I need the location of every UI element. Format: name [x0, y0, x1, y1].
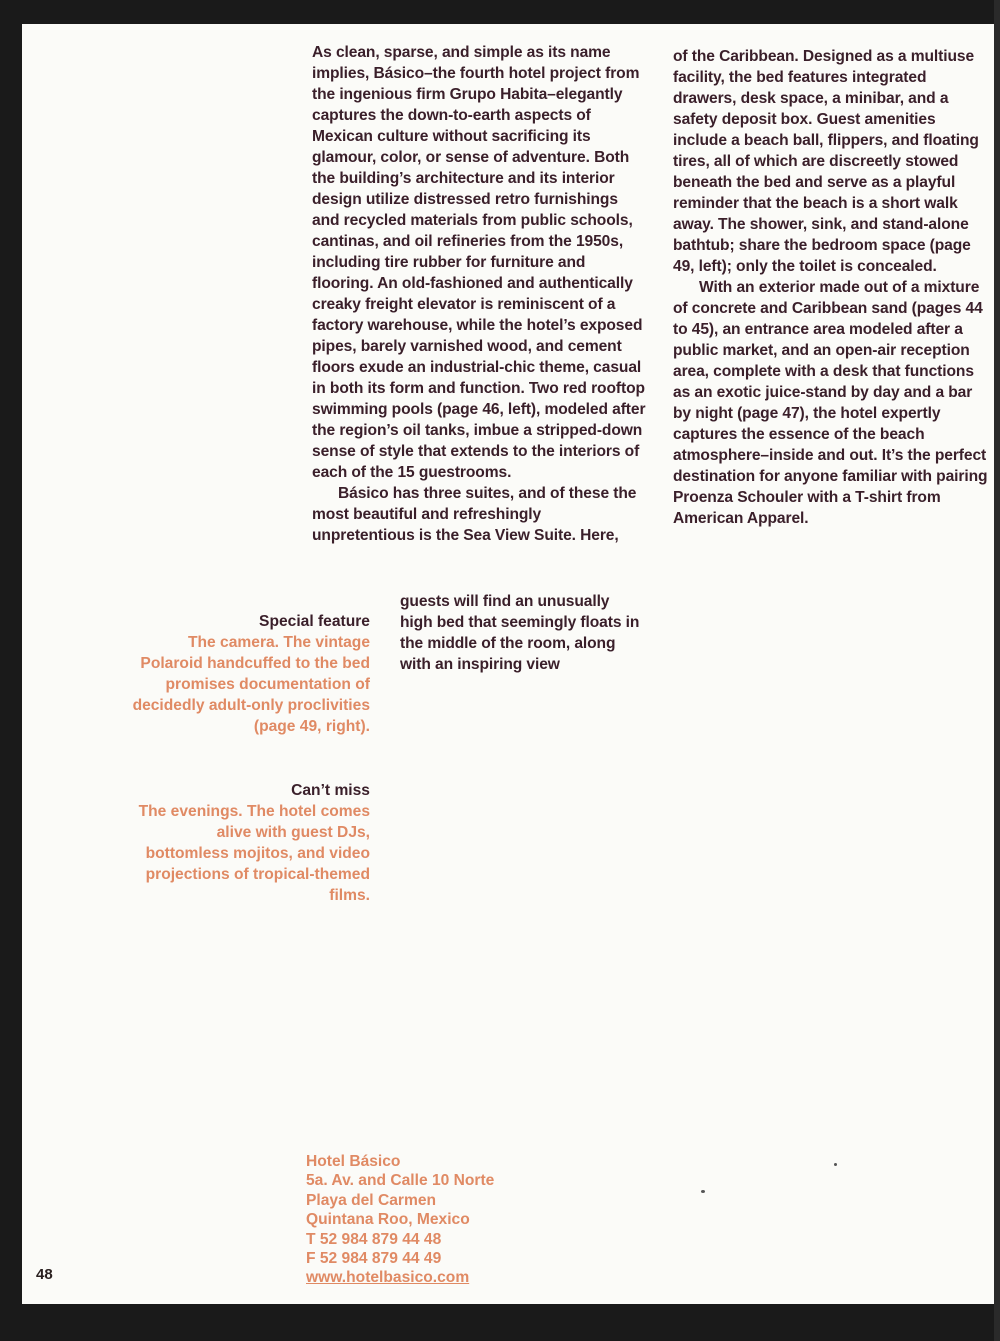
cant-miss-heading: Can’t miss — [291, 782, 370, 799]
cant-miss-text: The evenings. The hotel comes alive with guest DJs, bottomless mojitos, and video projections of tropical-themed films. — [138, 803, 370, 904]
scan-speck — [701, 1190, 705, 1193]
article-column-1-continued — [400, 591, 645, 675]
article-paragraph-4: With an exterior made out of a mixture of concrete and Caribbean sand (pages 44 to 45), an entrance area modeled after a public market, and an open-air reception area, complete with a desk that functions as an exotic juice-stand by day and a bar by night (page 47), the hotel expertly captures the essence of the beach atmosphere–inside and out. It’s the perfect destination for anyone familiar with pairing Proenza Schouler with a T-shirt from American Apparel. — [673, 279, 988, 527]
article-paragraph-3: of the Caribbean. Designed as a multiuse facility, the bed features integrated drawers, desk space, a minibar, and a safety deposit box. Guest amenities include a beach ball, flippers, and floating tires, all of which are discreetly stowed beneath the bed and serve as a playful reminder that the beach is a short walk away. The shower, sink, and stand-alone bathtub; share the bedroom space (page 49, left); only the toilet is concealed. — [673, 48, 979, 275]
hotel-region: Quintana Roo, Mexico — [306, 1211, 470, 1229]
article-column-2 — [673, 46, 993, 529]
special-feature-text: The camera. The vintage Polaroid handcuffed to the bed promises documentation of decidedly adult-only proclivities (page 49, right). — [132, 634, 370, 735]
page-number: 48 — [36, 1266, 53, 1283]
hotel-website-link[interactable]: www.hotelbasico.com — [306, 1269, 470, 1287]
hotel-fax: F 52 984 879 44 49 — [306, 1250, 442, 1268]
cant-miss-box — [130, 780, 370, 906]
hotel-city: Playa del Carmen — [306, 1191, 437, 1209]
hotel-address-block — [306, 1152, 566, 1288]
special-feature-heading: Special feature — [259, 613, 370, 630]
scan-speck — [834, 1163, 837, 1166]
scan-edge — [994, 0, 1000, 1341]
special-feature-box — [130, 611, 370, 737]
article-paragraph-2: Básico has three suites, and of these the most beautiful and refreshingly unpretentious is the Sea View Suite. Here, — [312, 485, 637, 544]
article-column-1 — [312, 42, 647, 546]
article-paragraph-1: As clean, sparse, and simple as its name implies, Básico–the fourth hotel project from the ingenious firm Grupo Habita–elegantly captures the down-to-earth aspects of Mexican culture without sacrificing its glamour, color, or sense of adventure. Both the building’s architecture and its interior design utilize distressed retro furnishings and recycled materials from public schools, cantinas, and oil refineries from the 1950s, including tire rubber for furniture and flooring. An old-fashioned and authentically creaky freight elevator is reminiscent of a factory warehouse, while the hotel’s exposed pipes, barely varnished wood, and cement floors exude an industrial-chic theme, casual in both its form and function. Two red rooftop swimming pools (page 46, left), modeled after the region’s oil tanks, imbue a stripped-down sense of style that extends to the interiors of each of the 15 guestrooms. — [312, 44, 646, 481]
article-paragraph-2-continued: guests will find an unusually high bed that seemingly floats in the middle of the room, along with an inspiring view — [400, 593, 640, 673]
hotel-street: 5a. Av. and Calle 10 Norte — [306, 1172, 495, 1190]
hotel-phone: T 52 984 879 44 48 — [306, 1230, 442, 1248]
hotel-name: Hotel Básico — [306, 1153, 401, 1170]
